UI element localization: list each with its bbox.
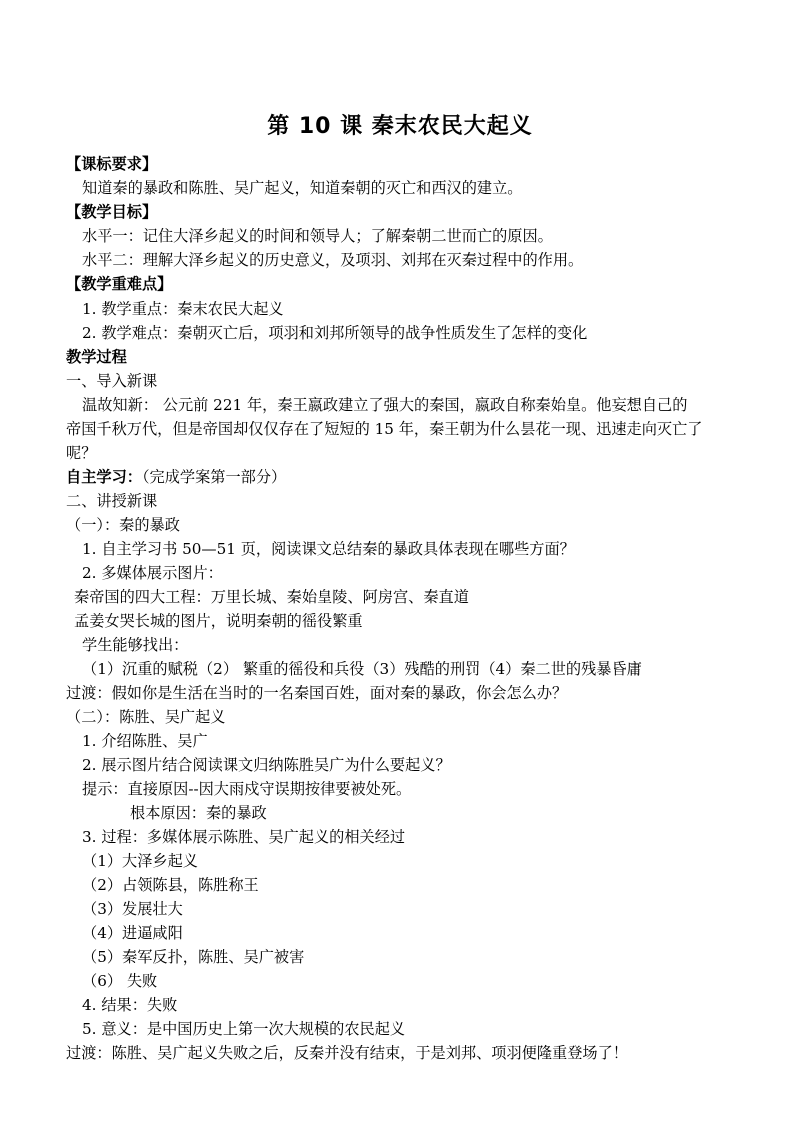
process-step: （4）进逼咸阳 (82, 924, 183, 942)
meaning-line: 5. 意义：是中国历史上第一次大规模的农民起义 (82, 1020, 406, 1038)
sub2-item-1: 1. 介绍陈胜、吴广 (82, 732, 208, 750)
goal-level-2: 水平二：理解大泽乡起义的历史意义，及项羽、刘邦在灭秦过程中的作用。 (82, 251, 584, 269)
sub2-item-3: 3. 过程：多媒体展示陈胜、吴广起义的相关经过 (82, 828, 406, 846)
transition-1: 过渡：假如你是生活在当时的一名秦国百姓，面对秦的暴政，你会怎么办？ (66, 684, 568, 702)
standard-heading: 【课标要求】 (66, 155, 158, 173)
keypoint-difficulty: 2. 教学难点：秦朝灭亡后，项羽和刘邦所领导的战争性质发生了怎样的变化 (82, 324, 588, 342)
review-line-2: 帝国千秋万代，但是帝国却仅仅存在了短短的 15 年，秦王朝为什么昙花一现、迅速走向灭亡了 (66, 420, 703, 438)
part1-heading: 一、导入新课 (66, 372, 158, 390)
goals-heading: 【教学目标】 (66, 203, 158, 221)
hint-root-cause: 根本原因：秦的暴政 (130, 804, 267, 822)
sub1-item-2: 2. 多媒体展示图片： (82, 564, 223, 582)
process-step: （2）占领陈县，陈胜称王 (82, 876, 259, 894)
keypoints-heading: 【教学重难点】 (66, 275, 173, 293)
process-step: （6） 失败 (82, 972, 158, 990)
review-line-1: 温故知新： 公元前 221 年，秦王嬴政建立了强大的秦国，嬴政自称秦始皇。他妄想自己的 (82, 396, 688, 414)
result-line: 4. 结果：失败 (82, 996, 178, 1014)
review-line-3: 呢？ (66, 444, 97, 462)
self-study-label: 自主学习： (66, 468, 142, 486)
sub1-findings: （1）沉重的赋税（2） 繁重的徭役和兵役（3）残酷的刑罚（4）秦二世的残暴昏庸 (82, 660, 642, 678)
transition-2: 过渡：陈胜、吴广起义失败之后，反秦并没有结束，于是刘邦、项羽便隆重登场了！ (66, 1044, 628, 1062)
part2-heading: 二、讲授新课 (66, 492, 158, 510)
self-study-line (66, 465, 756, 489)
hint-direct-cause: 提示：直接原因--因大雨戍守误期按律要被处死。 (82, 780, 412, 798)
process-heading: 教学过程 (66, 348, 127, 366)
sub1-mengjiang: 孟姜女哭长城的图片，说明秦朝的徭役繁重 (74, 612, 363, 630)
goal-level-1: 水平一：记住大泽乡起义的时间和领导人；了解秦朝二世而亡的原因。 (82, 227, 553, 245)
process-step: （5）秦军反扑，陈胜、吴广被害 (82, 948, 305, 966)
standard-text: 知道秦的暴政和陈胜、吴广起义，知道秦朝的灭亡和西汉的建立。 (82, 179, 523, 197)
process-step: （1）大泽乡起义 (82, 852, 198, 870)
self-study-text: （完成学案第一部分） (141, 468, 287, 486)
sub2-item-2: 2. 展示图片结合阅读课文归纳陈胜吴广为什么要起义？ (82, 756, 451, 774)
sub1-students: 学生能够找出： (82, 636, 189, 654)
lesson-title: 第 10 课 秦末农民大起义 (267, 114, 533, 139)
process-step: （3）发展壮大 (82, 900, 183, 918)
keypoint-focus: 1. 教学重点：秦末农民大起义 (82, 300, 284, 318)
sub2-heading: （二）：陈胜、吴广起义 (66, 708, 226, 726)
sub1-projects: 秦帝国的四大工程：万里长城、秦始皇陵、阿房宫、秦直道 (74, 588, 469, 606)
sub1-heading: （一）：秦的暴政 (66, 516, 180, 534)
sub1-item-1: 1. 自主学习书 50—51 页，阅读课文总结秦的暴政具体表现在哪些方面？ (82, 540, 575, 558)
